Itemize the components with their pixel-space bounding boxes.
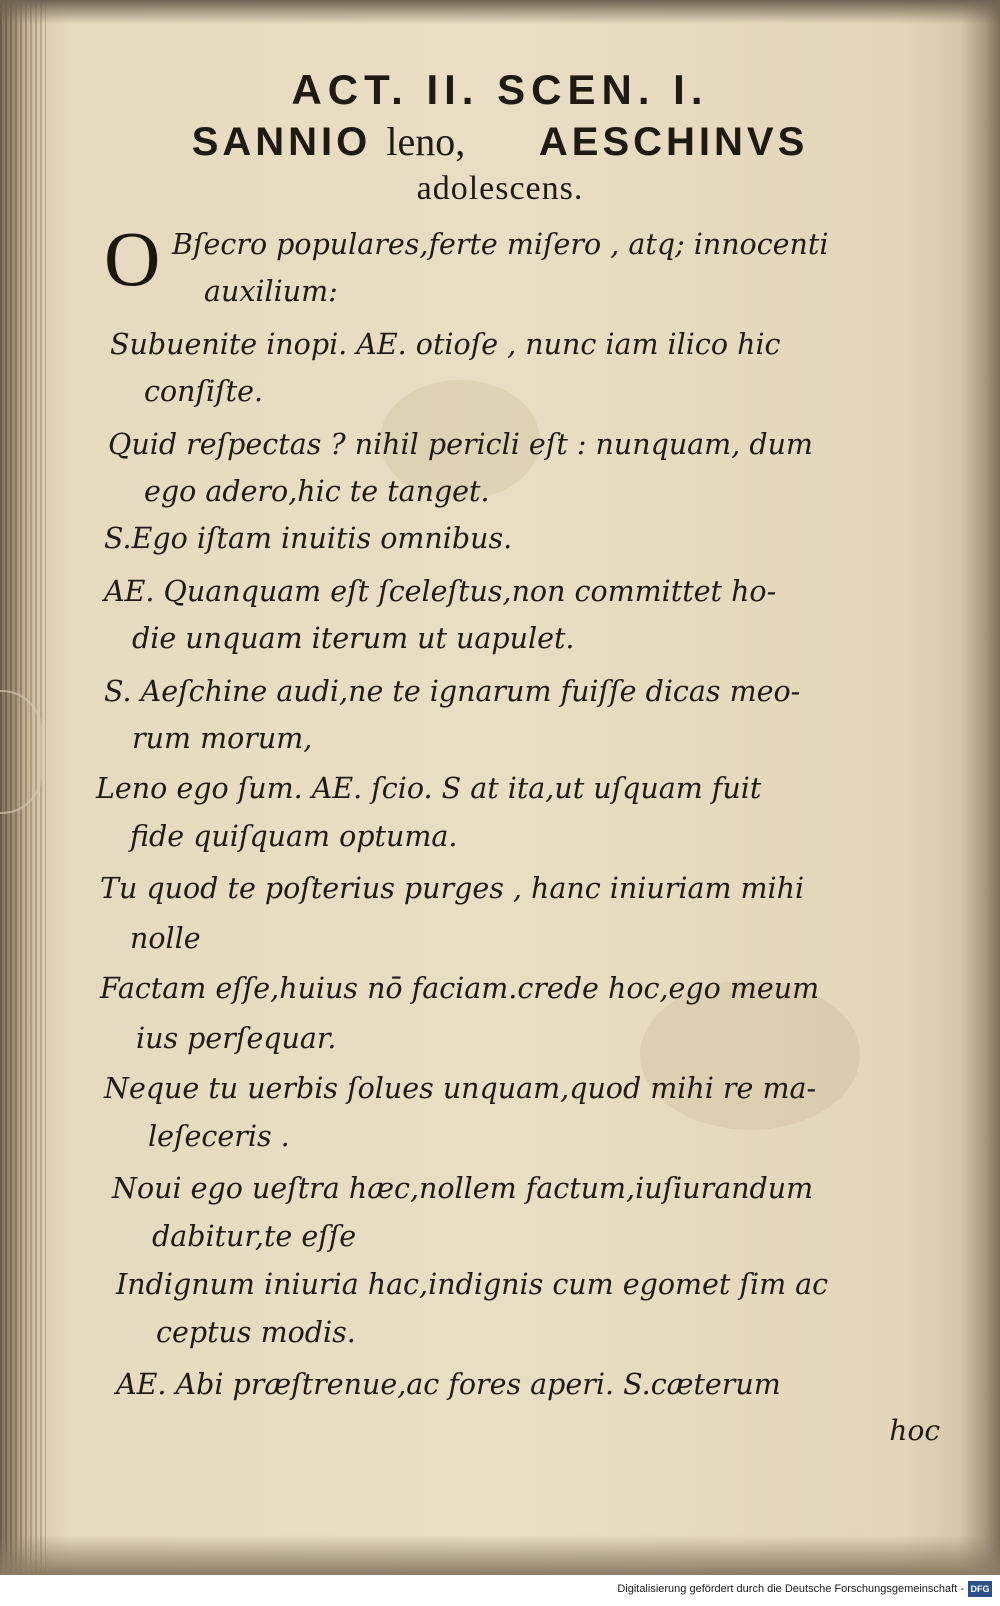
text-line: Tu quod te poſterius purges , hanc iniuriam mihi bbox=[100, 872, 805, 905]
text-line: nolle bbox=[130, 922, 201, 955]
act-scene-heading: ACT. II. SCEN. I. bbox=[291, 66, 709, 113]
text-line: auxilium: bbox=[204, 275, 338, 308]
page-bottom-shadow bbox=[0, 1535, 1000, 1575]
persons-sannio: SANNIO bbox=[191, 120, 372, 164]
persons-aeschinus: AESCHINVS bbox=[538, 120, 809, 164]
text-line: rum morum, bbox=[132, 722, 313, 755]
text-line: ius perſequar. bbox=[136, 1022, 337, 1055]
page-edge-notch bbox=[0, 690, 42, 814]
page-top-shadow bbox=[0, 0, 1000, 24]
text-line: fide quiſquam optuma. bbox=[130, 820, 458, 853]
text-line: dabitur,te eſſe bbox=[152, 1220, 357, 1253]
text-line: AE. Abi præſtrenue,ac fores aperi. S.cæterum bbox=[116, 1368, 781, 1401]
footer-credit: Digitalisierung gefördert durch die Deutsche Forschungsgemeinschaft - bbox=[617, 1583, 964, 1595]
persons-sannio-desc: leno, bbox=[386, 119, 466, 164]
text-line: ceptus modis. bbox=[156, 1316, 356, 1349]
catchword: hoc bbox=[889, 1414, 940, 1447]
text-line: S. Aeſchine audi,ne te ignarum fuiſſe dicas meo- bbox=[104, 675, 801, 708]
text-line: Neque tu uerbis ſolues unquam,quod mihi re ma- bbox=[104, 1072, 817, 1105]
text-line: Bſecro populares,ferte miſero , atq; innocenti bbox=[172, 228, 829, 261]
text-line: leſeceris . bbox=[148, 1120, 290, 1153]
footer-bar bbox=[0, 1575, 1000, 1606]
text-line: ego adero,hic te tanget. bbox=[144, 475, 490, 508]
persons-adolescens: adolescens. bbox=[416, 170, 584, 207]
text-line: conſiſte. bbox=[144, 375, 264, 408]
text-line: S.Ego iſtam inuitis omnibus. bbox=[104, 522, 513, 555]
drop-cap: O bbox=[104, 215, 161, 302]
text-line: AE. Quanquam eſt ſceleſtus,non committet ho- bbox=[104, 575, 777, 608]
text-line: Indignum iniuria hac,indignis cum egomet ſim ac bbox=[116, 1268, 829, 1301]
text-line: Quid reſpectas ? nihil pericli eſt : nunquam, dum bbox=[108, 428, 813, 461]
text-line: Noui ego ueſtra hæc,nollem factum,iuſiurandum bbox=[112, 1172, 814, 1205]
persons-heading bbox=[0, 118, 1000, 165]
text-line: Leno ego ſum. AE. ſcio. S at ita,ut uſquam fuit bbox=[96, 772, 762, 805]
text-line: die unquam iterum ut uapulet. bbox=[132, 622, 575, 655]
dfg-logo-icon: DFG bbox=[968, 1581, 992, 1597]
text-line: Subuenite inopi. AE. otioſe , nunc iam ilico hic bbox=[110, 328, 781, 361]
text-line: Factam eſſe,huius nō faciam.crede hoc,ego meum bbox=[100, 972, 820, 1005]
